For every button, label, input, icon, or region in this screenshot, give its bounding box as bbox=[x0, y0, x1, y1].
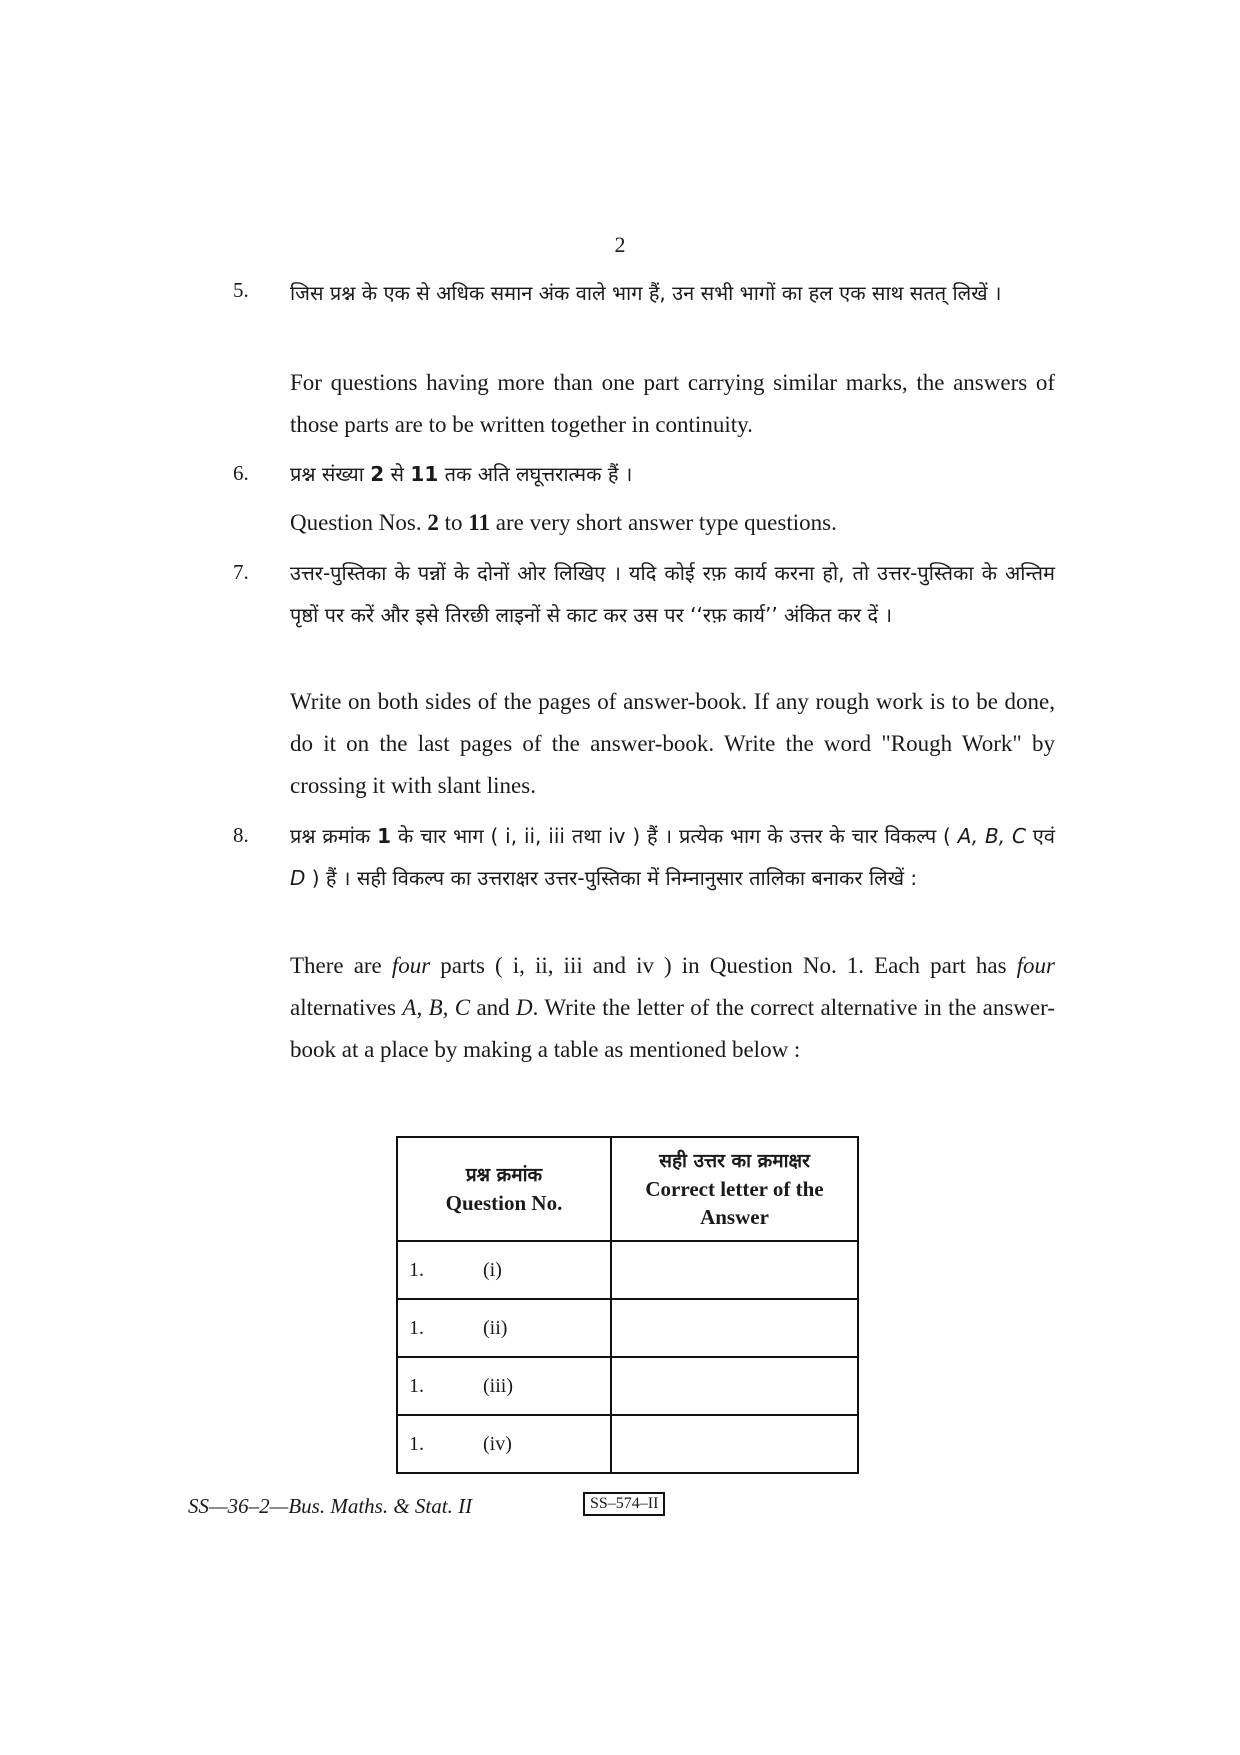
footer-subject: SS—36–2—Bus. Maths. & Stat. II bbox=[188, 1494, 473, 1518]
column-header-correct-letter-english: Correct letter of the Answer bbox=[645, 1177, 824, 1229]
answer-cell bbox=[611, 1357, 858, 1415]
table-row bbox=[397, 1357, 858, 1415]
item-number-6: 6. bbox=[233, 461, 249, 485]
question-cell: 1. (i) bbox=[397, 1241, 611, 1299]
item-7-english: Write on both sides of the pages of answer-book. If any rough work is to be done, do it on the last pages of the answer-book. Write the word "Rough Work" by crossing it with slant lines. bbox=[290, 689, 1055, 798]
table-header-row bbox=[397, 1137, 858, 1241]
item-number-7: 7. bbox=[233, 560, 249, 584]
question-cell: 1. (iii) bbox=[397, 1357, 611, 1415]
item-6-english: Question Nos. 2 to 11 are very short answer type questions. bbox=[290, 510, 837, 535]
item-number-5: 5. bbox=[233, 278, 249, 302]
item-5-english: For questions having more than one part carrying similar marks, the answers of those parts are to be written together in continuity. bbox=[290, 370, 1055, 437]
item-7-hindi: उत्तर-पुस्तिका के पन्नों के दोनों ओर लिखिए । यदि कोई रफ़ कार्य करना हो, तो उत्तर-पुस्तिका के अन्तिम पृष्ठों पर करें और इसे तिरछी लाइनों से काट कर उस पर ‘‘रफ़ कार्य’’ अंकित कर दें । bbox=[290, 561, 1055, 627]
answer-cell bbox=[611, 1415, 858, 1473]
page-number: 2 bbox=[614, 232, 626, 257]
item-number-8: 8. bbox=[233, 823, 249, 847]
column-header-question-no-english: Question No. bbox=[445, 1191, 563, 1215]
column-header-question-no-hindi: प्रश्न क्रमांक bbox=[465, 1164, 543, 1186]
item-8-hindi: प्रश्न क्रमांक 1 के चार भाग ( i, ii, iii तथा iv ) हैं । प्रत्येक भाग के उत्तर के चार विकल्प ( A, B, C एवं D ) हैं । सही विकल्प का उत्तराक्षर उत्तर-पुस्तिका में निम्नानुसार तालिका बनाकर लिखें : bbox=[290, 824, 1055, 890]
column-header-question-no bbox=[397, 1137, 611, 1241]
question-cell: 1. (ii) bbox=[397, 1299, 611, 1357]
item-8-english: There are four parts ( i, ii, iii and iv ) in Question No. 1. Each part has four alternatives A, B, C and D. Write the letter of the correct alternative in the answer-book at a place by making a table as mentioned below : bbox=[290, 953, 1055, 1062]
paper-code-box: SS–574–II bbox=[583, 1492, 665, 1516]
column-header-correct-letter-hindi: सही उत्तर का क्रमाक्षर bbox=[659, 1150, 810, 1172]
item-5-hindi: जिस प्रश्न के एक से अधिक समान अंक वाले भाग हैं, उन सभी भागों का हल एक साथ सतत् लिखें । bbox=[290, 281, 1002, 305]
table-row bbox=[397, 1299, 858, 1357]
answer-format-table bbox=[396, 1136, 859, 1474]
question-cell: 1. (iv) bbox=[397, 1415, 611, 1473]
column-header-correct-letter bbox=[611, 1137, 858, 1241]
item-6-hindi: प्रश्न संख्या 2 से 11 तक अति लघूत्तरात्मक हैं । bbox=[290, 462, 633, 486]
table-row bbox=[397, 1415, 858, 1473]
answer-cell bbox=[611, 1241, 858, 1299]
table-row bbox=[397, 1241, 858, 1299]
answer-cell bbox=[611, 1299, 858, 1357]
